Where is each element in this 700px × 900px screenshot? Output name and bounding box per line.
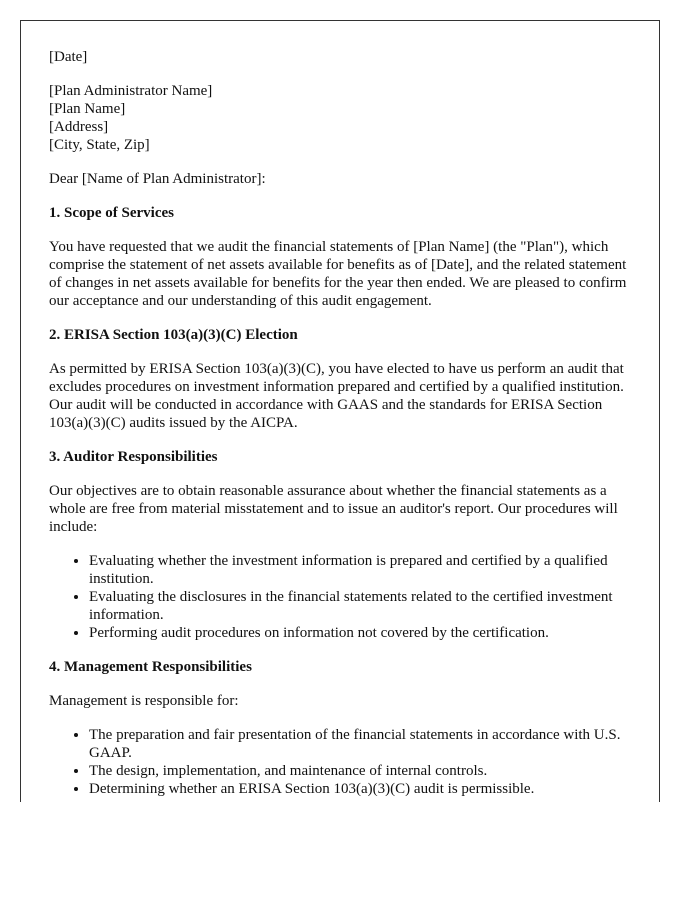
section-heading: 2. ERISA Section 103(a)(3)(C) Election	[49, 327, 298, 343]
section-scope-of-services	[49, 204, 639, 310]
salutation: Dear [Name of Plan Administrator]:	[49, 171, 266, 187]
list-item: • Evaluating whether the investment information is prepared and certified by a qualified institution.	[89, 552, 639, 588]
letter-page	[20, 20, 660, 802]
section-paragraph: As permitted by ERISA Section 103(a)(3)(C), you have elected to have us perform an audit that excludes procedures on investment information prepared and certified by a qualified institution. Our audit will be conducted in accordance with GAAS and the standards for ERISA Section 103(a)(3)(C) audits issued by the AICPA.	[49, 361, 624, 431]
address-line: [Plan Administrator Name]	[49, 83, 213, 99]
section-erisa-election	[49, 326, 639, 432]
section-paragraph: You have requested that we audit the financial statements of [Plan Name] (the "Plan"), which comprise the statement of net assets available for benefits as of [Date], and the related statement of changes in net assets available for benefits for the year then ended. We are pleased to confirm our acceptance and our understanding of this audit engagement.	[49, 239, 627, 309]
section-heading: 4. Management Responsibilities	[49, 659, 252, 675]
section-management-responsibilities	[49, 658, 639, 798]
list-item: • Performing audit procedures on information not covered by the certification.	[89, 624, 639, 642]
list-item: • Determining whether an ERISA Section 103(a)(3)(C) audit is permissible.	[89, 780, 639, 798]
address-line: [City, State, Zip]	[49, 137, 150, 153]
bullet-list	[49, 726, 639, 798]
list-item: • Evaluating the disclosures in the financial statements related to the certified investment information.	[89, 588, 639, 624]
section-paragraph: Management is responsible for:	[49, 693, 239, 709]
letter-date: [Date]	[49, 49, 88, 65]
list-item: • The design, implementation, and maintenance of internal controls.	[89, 762, 639, 780]
section-paragraph: Our objectives are to obtain reasonable assurance about whether the financial statements as a whole are free from material misstatement and to issue an auditor's report. Our procedures will include:	[49, 483, 618, 535]
section-heading: 3. Auditor Responsibilities	[49, 449, 218, 465]
section-heading: 1. Scope of Services	[49, 205, 174, 221]
letter-content	[49, 48, 639, 802]
address-line: [Address]	[49, 119, 109, 135]
section-auditor-responsibilities	[49, 448, 639, 642]
recipient-address	[49, 82, 639, 154]
address-line: [Plan Name]	[49, 101, 126, 117]
bullet-list	[49, 552, 639, 642]
list-item: • The preparation and fair presentation of the financial statements in accordance with U.S. GAAP.	[89, 726, 639, 762]
